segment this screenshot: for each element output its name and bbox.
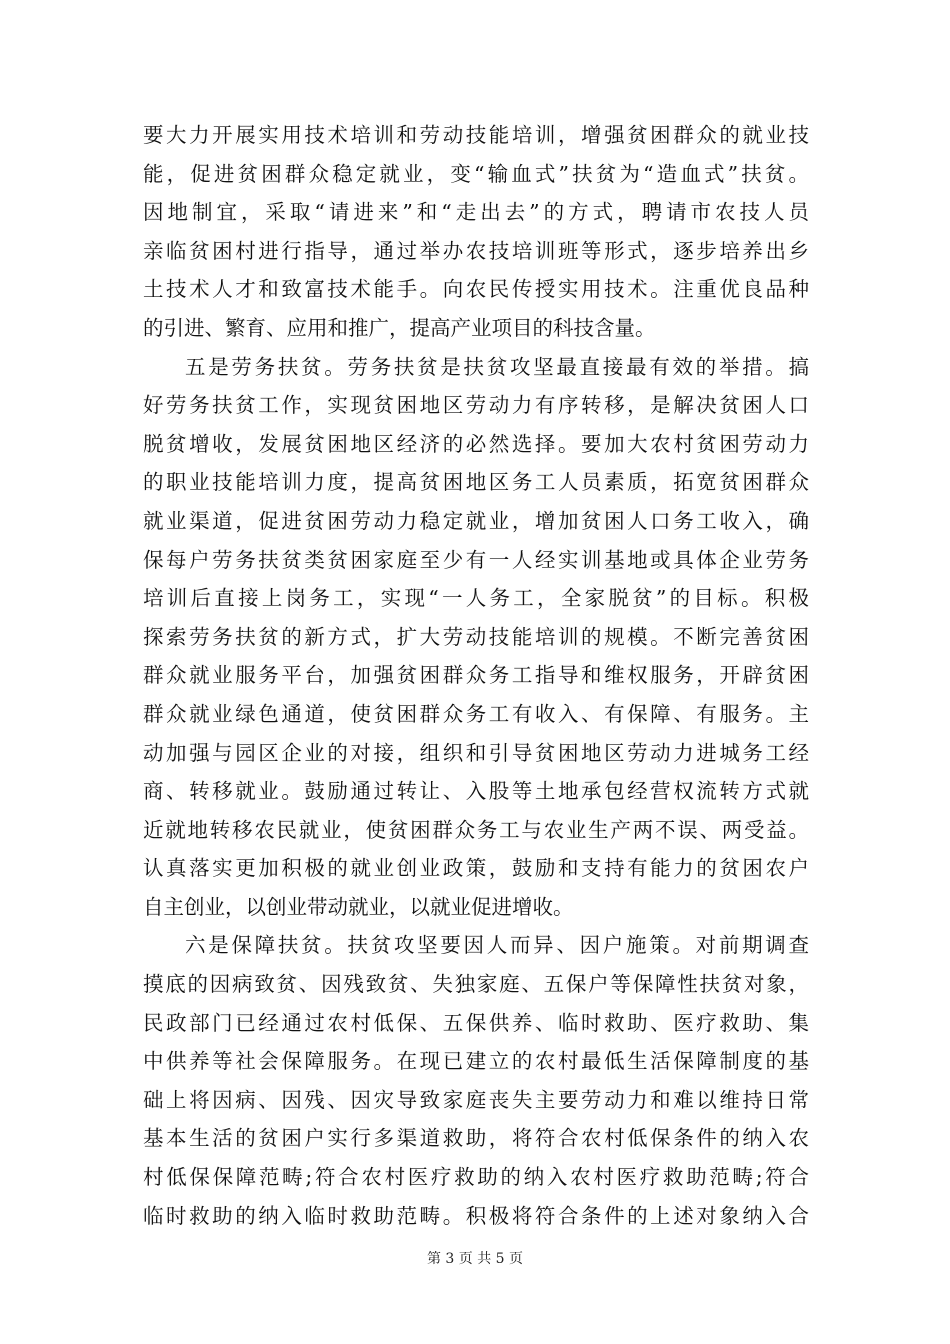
text-line: 亲临贫困村进行指导，通过举办农技培训班等形式，逐步培养出乡 <box>143 238 809 263</box>
text-line: 村低保保障范畴;符合农村医疗救助的纳入农村医疗救助范畴;符合 <box>143 1165 809 1190</box>
page-number-footer: 第 3 页 共 5 页 <box>426 1251 524 1267</box>
text-line: 五是劳务扶贫。劳务扶贫是扶贫攻坚最直接最有效的举措。搞 <box>185 354 809 379</box>
text-line: 脱贫增收，发展贫困地区经济的必然选择。要加大农村贫困劳动力 <box>143 431 809 456</box>
text-line: 动加强与园区企业的对接，组织和引导贫困地区劳动力进城务工经 <box>143 740 809 765</box>
text-line: 的引进、繁育、应用和推广，提高产业项目的科技含量。 <box>143 315 656 340</box>
text-line: 的职业技能培训力度，提高贫困地区务工人员素质，拓宽贫困群众 <box>143 470 809 495</box>
text-line: 基本生活的贫困户实行多渠道救助，将符合农村低保条件的纳入农 <box>143 1126 809 1151</box>
text-line: 商、转移就业。鼓励通过转让、入股等土地承包经营权流转方式就 <box>143 779 809 804</box>
text-line: 好劳务扶贫工作，实现贫困地区劳动力有序转移，是解决贫困人口 <box>143 393 809 418</box>
text-line: 土技术人才和致富技术能手。向农民传授实用技术。注重优良品种 <box>143 277 809 302</box>
text-line: 认真落实更加积极的就业创业政策，鼓励和支持有能力的贫困农户 <box>143 856 809 881</box>
paragraph-labor-poverty-relief <box>143 348 809 927</box>
text-line: 础上将因病、因残、因灾导致家庭丧失主要劳动力和难以维持日常 <box>143 1087 809 1112</box>
document-body <box>143 116 809 1235</box>
text-line: 中供养等社会保障服务。在现已建立的农村最低生活保障制度的基 <box>143 1049 809 1074</box>
text-line: 探索劳务扶贫的新方式，扩大劳动技能培训的规模。不断完善贫困 <box>143 624 809 649</box>
text-line: 群众就业服务平台，加强贫困群众务工指导和维权服务，开辟贫困 <box>143 663 809 688</box>
text-line: 临时救助的纳入临时救助范畴。积极将符合条件的上述对象纳入合 <box>143 1203 809 1228</box>
text-line: 自主创业，以创业带动就业，以就业促进增收。 <box>143 894 574 919</box>
text-line: 摸底的因病致贫、因残致贫、失独家庭、五保户等保障性扶贫对象， <box>143 972 809 997</box>
text-line: 保每户劳务扶贫类贫困家庭至少有一人经实训基地或具体企业劳务 <box>143 547 809 572</box>
text-line: 培训后直接上岗务工，实现“一人务工，全家脱贫”的目标。积极 <box>143 586 809 611</box>
text-line: 能，促进贫困群众稳定就业，变“输血式”扶贫为“造血式”扶贫。 <box>143 161 809 186</box>
text-line: 民政部门已经通过农村低保、五保供养、临时救助、医疗救助、集 <box>143 1010 809 1035</box>
text-line: 要大力开展实用技术培训和劳动技能培训，增强贫困群众的就业技 <box>143 123 809 147</box>
text-line: 六是保障扶贫。扶贫攻坚要因人而异、因户施策。对前期调查 <box>185 933 809 958</box>
paragraph-security-poverty-relief <box>143 926 809 1235</box>
text-line: 因地制宜，采取“请进来”和“走出去”的方式，聘请市农技人员 <box>143 200 809 225</box>
text-line: 群众就业绿色通道，使贫困群众务工有收入、有保障、有服务。主 <box>143 701 809 726</box>
text-line: 近就地转移农民就业，使贫困群众务工与农业生产两不误、两受益。 <box>143 817 809 842</box>
paragraph-training <box>143 116 809 348</box>
text-line: 就业渠道，促进贫困劳动力稳定就业，增加贫困人口务工收入，确 <box>143 508 809 533</box>
